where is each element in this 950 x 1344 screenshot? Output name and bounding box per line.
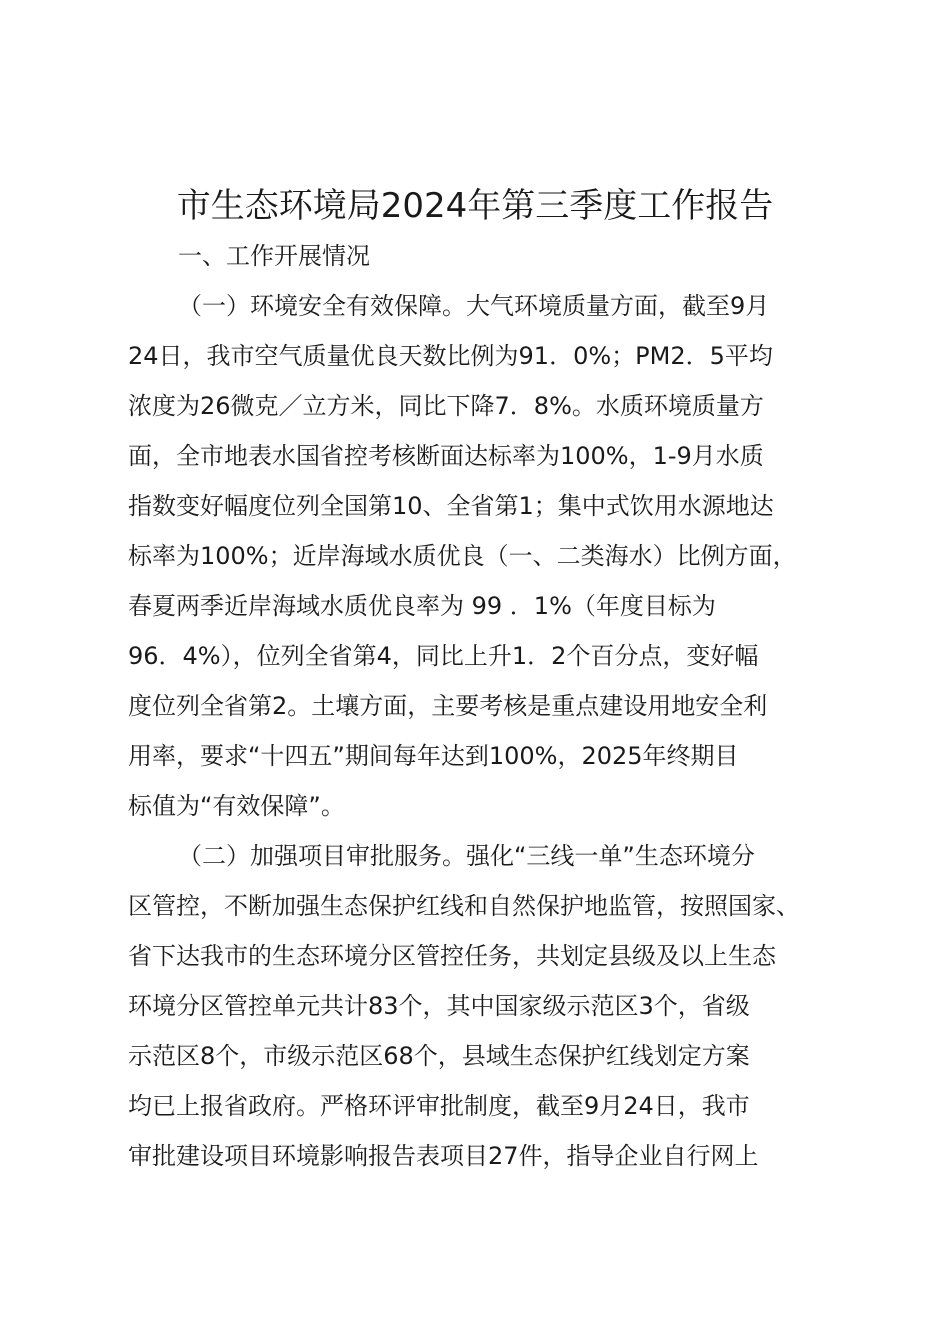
paragraph-line: （二）加强项目审批服务。强化“三线一单”生态环境分	[178, 842, 755, 870]
paragraph-line: 标值为“有效保障”。	[128, 792, 345, 820]
paragraph-line: 春夏两季近岸海域水质优良率为 99 ．1%（年度目标为	[128, 592, 716, 620]
paragraph-line: 指数变好幅度位列全国第10、全省第1；集中式饮用水源地达	[128, 492, 774, 520]
paragraph-line: 面，全市地表水国省控考核断面达标率为100%，1-9月水质	[128, 442, 764, 470]
paragraph-line: 24日，我市空气质量优良天数比例为91．0%；PM2．5平均	[128, 342, 773, 370]
paragraph-line: 审批建设项目环境影响报告表项目27件，指导企业自行网上	[128, 1142, 759, 1170]
paragraph-line: 示范区8个，市级示范区68个，县域生态保护红线划定方案	[128, 1042, 750, 1070]
paragraph-line: 浓度为26微克／立方米，同比下降7．8%。水质环境质量方	[128, 392, 764, 420]
paragraph-line: 区管控，不断加强生态保护红线和自然保护地监管，按照国家、	[128, 892, 800, 920]
document-title: 市生态环境局2024年第三季度工作报告	[176, 186, 774, 226]
paragraph-line: 度位列全省第2。土壤方面，主要考核是重点建设用地安全利	[128, 692, 768, 720]
section-heading: 一、工作开展情况	[178, 242, 370, 270]
paragraph-line: （一）环境安全有效保障。大气环境质量方面，截至9月	[178, 292, 770, 320]
paragraph-line: 标率为100%；近岸海域水质优良（一、二类海水）比例方面，	[128, 542, 797, 570]
paragraph-line: 省下达我市的生态环境分区管控任务，共划定县级及以上生态	[128, 942, 776, 970]
paragraph-line: 96．4%），位列全省第4，同比上升1．2个百分点，变好幅	[128, 642, 759, 670]
paragraph-line: 环境分区管控单元共计83个，其中国家级示范区3个，省级	[128, 992, 750, 1020]
paragraph-line: 用率，要求“十四五”期间每年达到100%，2025年终期目	[128, 742, 739, 770]
paragraph-line: 均已上报省政府。严格环评审批制度，截至9月24日，我市	[128, 1092, 750, 1120]
